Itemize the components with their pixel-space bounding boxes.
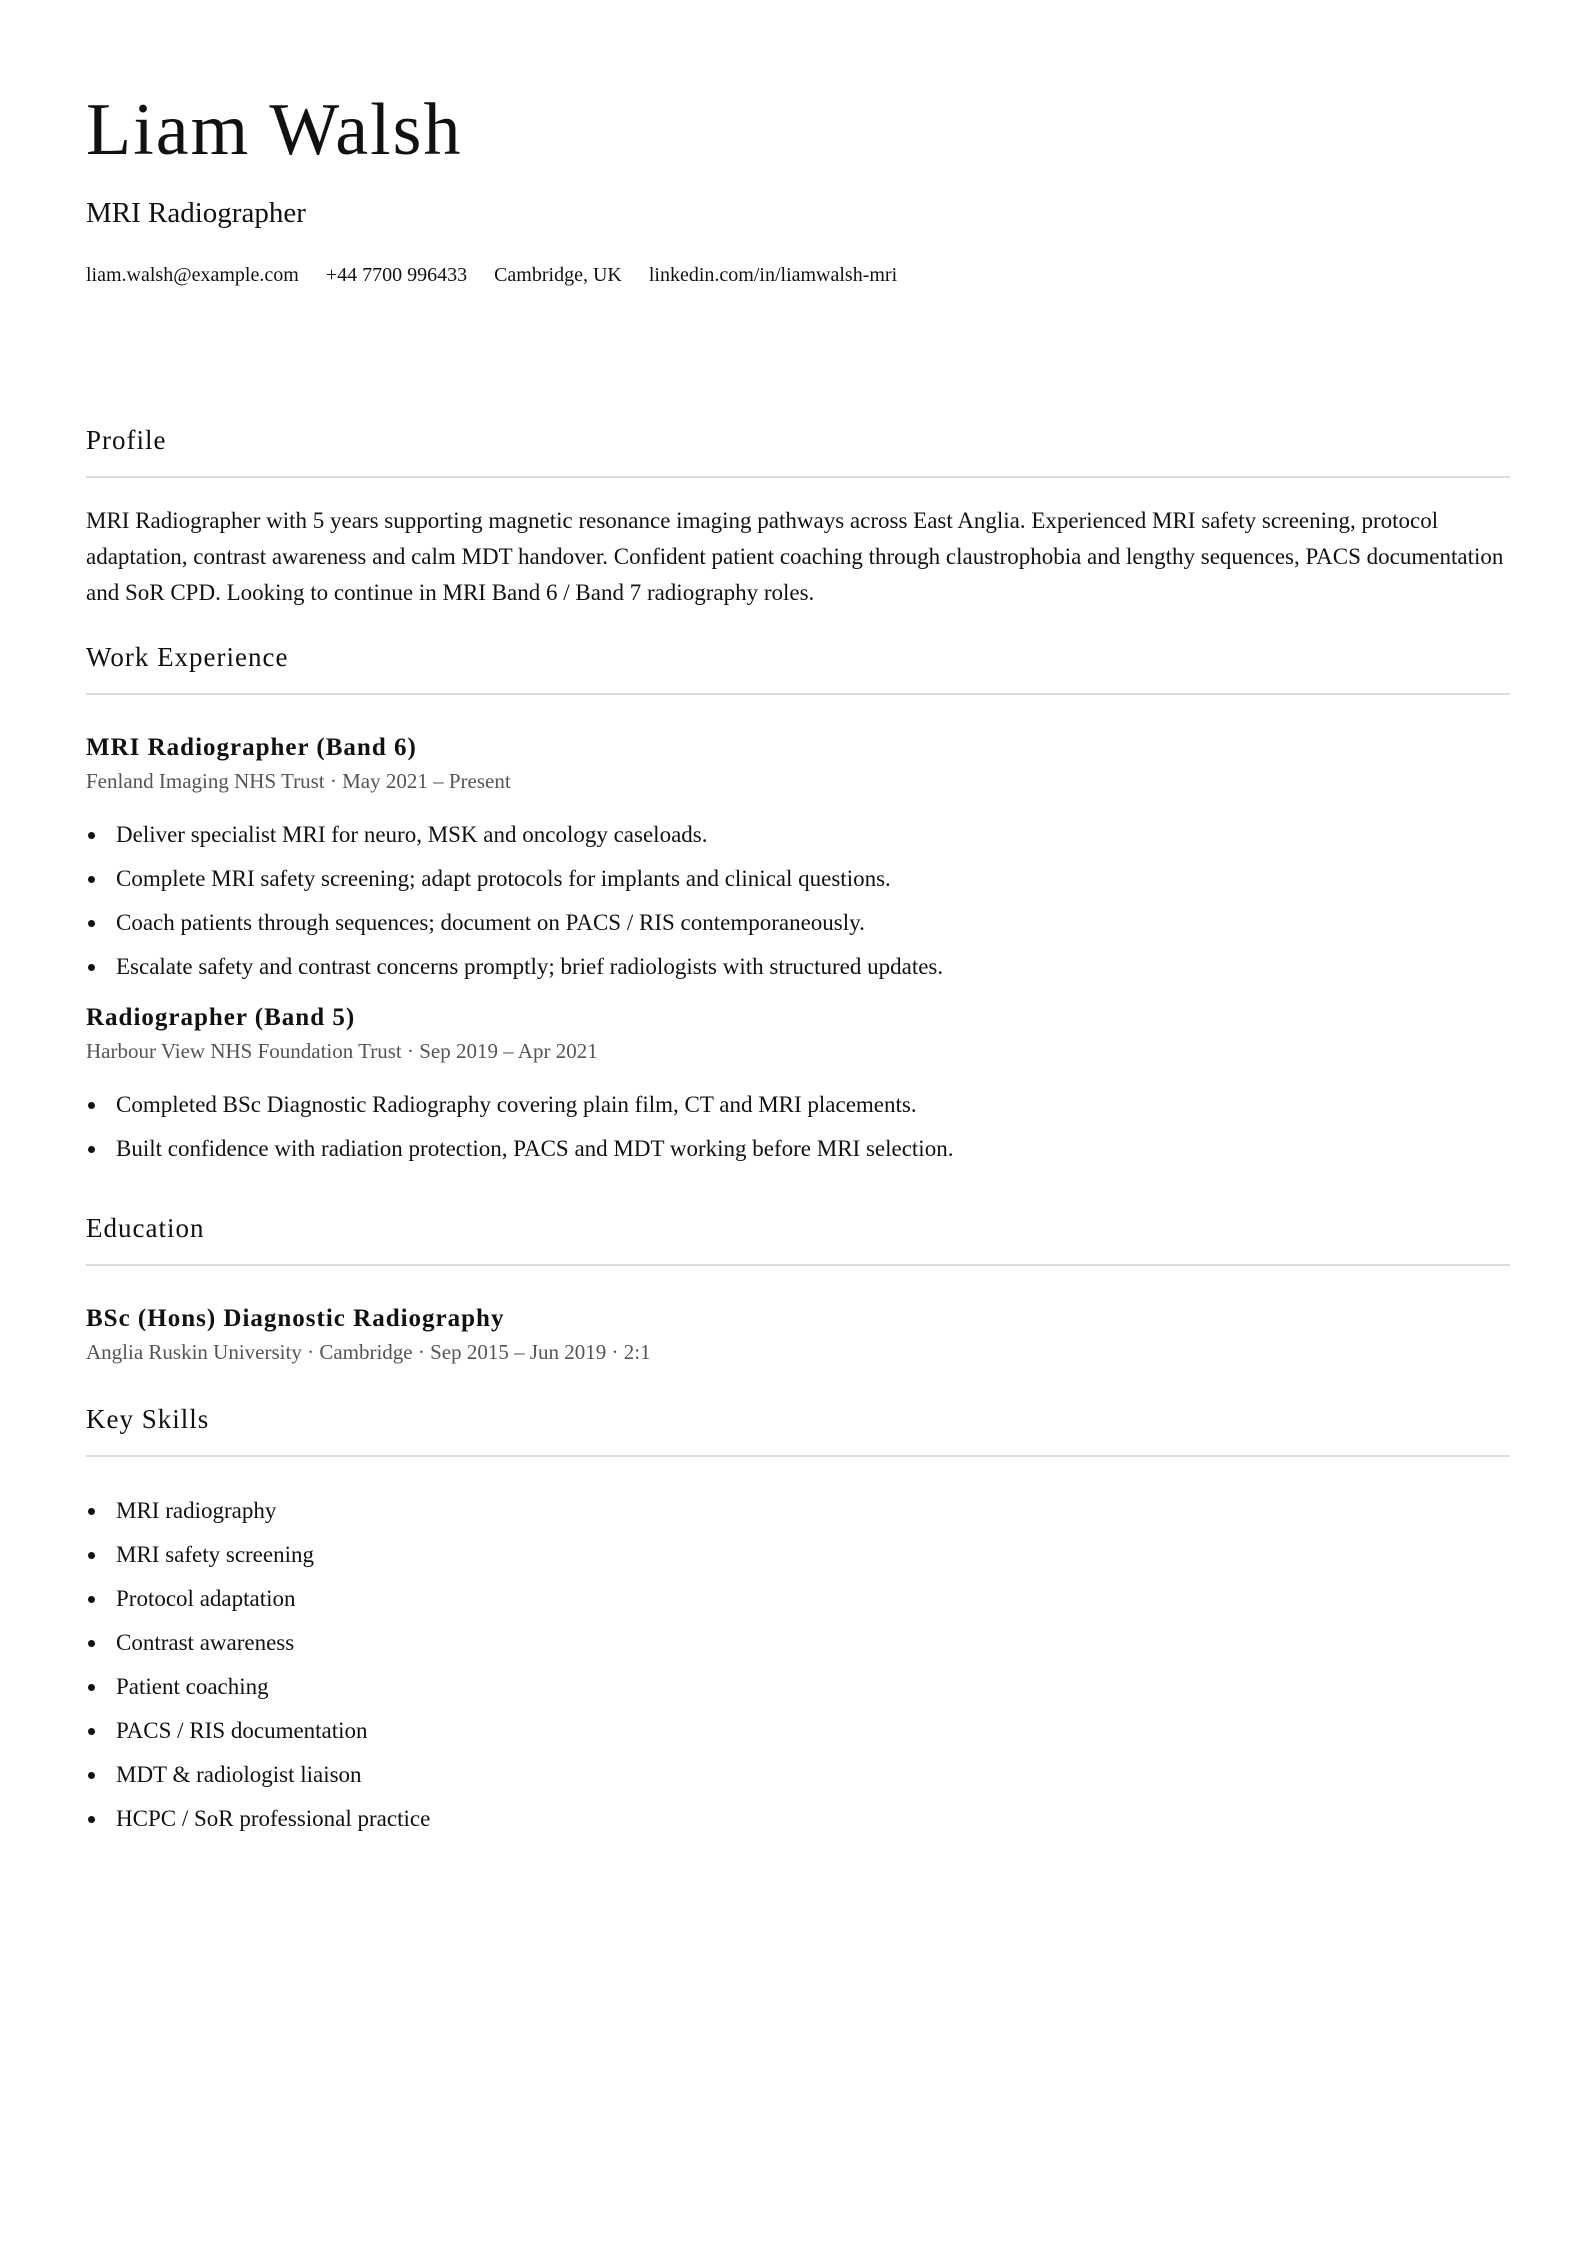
education-entry [86,1304,1510,1365]
section-divider [86,693,1510,695]
job-employer-dates: Harbour View NHS Foundation Trust · Sep 2019 – Apr 2021 [86,1039,598,1064]
profile-summary: MRI Radiographer with 5 years supporting magnetic resonance imaging pathways across East Anglia. Experienced MRI safety screening, protocol adaptation, contrast awareness and calm MDT handover. Confident patient coaching through claustrophobia and lengthy sequences, PACS documentation and SoR CPD. Looking to continue in MRI Band 6 / Band 7 radiography roles. [86,508,1504,606]
skills-list [86,1489,1510,1841]
list-item: Completed BSc Diagnostic Radiography covering plain film, CT and MRI placements. [86,1083,1510,1127]
list-item: MDT & radiologist liaison [86,1753,1510,1797]
list-item: Complete MRI safety screening; adapt protocols for implants and clinical questions. [86,857,1510,901]
skills-section [86,1403,1510,1841]
list-item: HCPC / SoR professional practice [86,1797,1510,1841]
list-item: MRI safety screening [86,1533,1510,1577]
section-title-skills: Key Skills [86,1404,210,1434]
job-entry [86,1003,1510,1171]
job-employer-dates: Fenland Imaging NHS Trust · May 2021 – Present [86,769,511,794]
job-bullets [86,1083,1510,1171]
job-role-subtitle: MRI Radiographer [86,197,306,229]
candidate-name: Liam Walsh [86,89,463,171]
list-item: Patient coaching [86,1665,1510,1709]
list-item: PACS / RIS documentation [86,1709,1510,1753]
section-title-profile: Profile [86,425,167,455]
contact-line [86,264,897,287]
section-title-education: Education [86,1213,205,1243]
contact-linkedin: linkedin.com/in/liamwalsh-mri [648,264,898,286]
contact-location: Cambridge, UK [494,264,622,286]
education-section [86,1212,1510,1365]
profile-section [86,424,1510,611]
list-item: Contrast awareness [86,1621,1510,1665]
list-item: Deliver specialist MRI for neuro, MSK and oncology caseloads. [86,813,1510,857]
list-item: Coach patients through sequences; document on PACS / RIS contemporaneously. [86,901,1510,945]
experience-section [86,641,1510,1171]
list-item: Built confidence with radiation protection, PACS and MDT working before MRI selection. [86,1127,1510,1171]
education-institution-dates: Anglia Ruskin University · Cambridge · Sep 2015 – Jun 2019 · 2:1 [86,1340,651,1365]
job-bullets [86,813,1510,989]
contact-phone: +44 7700 996433 [325,264,468,286]
job-title: MRI Radiographer (Band 6) [86,734,417,762]
job-title: Radiographer (Band 5) [86,1004,356,1032]
section-divider [86,1264,1510,1266]
section-divider [86,1455,1510,1457]
list-item: Protocol adaptation [86,1577,1510,1621]
section-title-experience: Work Experience [86,642,289,672]
list-item: Escalate safety and contrast concerns promptly; brief radiologists with structured updates. [86,945,1510,989]
job-entry [86,733,1510,989]
section-divider [86,476,1510,478]
list-item: MRI radiography [86,1489,1510,1533]
degree-title: BSc (Hons) Diagnostic Radiography [86,1305,505,1333]
contact-email: liam.walsh@example.com [86,264,299,286]
